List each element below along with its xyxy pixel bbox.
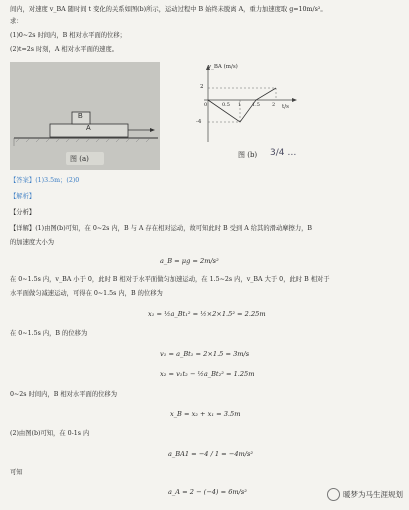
wechat-logo-icon xyxy=(327,488,340,501)
formula-x2: x₂ = v₁t₂ − ½a_Bt₂² = 1.25m xyxy=(160,370,255,378)
figure-b-caption: 图 (b) xyxy=(238,151,258,159)
graph-y-tick: 2 xyxy=(200,84,204,90)
section-heading: 【分析】 xyxy=(10,209,36,216)
graph-x-tick: 0 xyxy=(204,102,208,108)
formula-x1: x₁ = ½a_Bt₁² = ½×2×1.5² = 2.25m xyxy=(148,310,266,318)
analysis-heading: 【解析】 xyxy=(10,193,36,200)
formula-v1: v₁ = a_Bt₁ = 2×1.5 = 3m/s xyxy=(160,350,250,358)
formula-aba: a_BA1 = −4 / 1 = −4m/s² xyxy=(168,450,254,458)
formula-aa: a_A = 2 − (−4) = 6m/s² xyxy=(168,488,247,496)
handwritten-note: 3/4 … xyxy=(270,148,297,158)
solution-text: 可知 xyxy=(10,469,23,476)
figure-a-photo xyxy=(10,62,160,170)
figure-a-caption: 图 (a) xyxy=(70,155,89,163)
block-a-label: A xyxy=(86,125,91,132)
problem-text-line: 间内，对速度 v_BA 随时间 t 变化的关系如图(b)所示，运动过程中 B 始终未脱离 A，重力加速度取 g=10m/s²。 xyxy=(10,6,327,13)
formula-acceleration-b: a_B = μg = 2m/s² xyxy=(160,257,219,265)
solution-text: 【详解】(1)由图(b)可知，在 0~2s 内，B 与 A 存在相对运动，故可知此时 B 受到 A 给其的滑动摩擦力，B xyxy=(10,225,313,232)
graph-x-tick: 1 xyxy=(238,102,242,108)
solution-text: 在 0~1.5s 内，B 的位移为 xyxy=(10,330,88,337)
graph-x-label: t/s xyxy=(282,104,289,110)
solution-text: 水平面做匀减速运动，可得在 0~1.5s 内，B 的位移为 xyxy=(10,290,163,297)
answer-line: 【答案】(1)3.5m；(2)0 xyxy=(10,177,80,184)
watermark-text: 暖梦为马生涯规划 xyxy=(343,490,403,499)
problem-text-line: 求： xyxy=(10,18,23,25)
solution-text: (2)由图(b)可知，在 0-1s 内 xyxy=(10,430,90,437)
watermark xyxy=(327,488,403,501)
graph-y-label: v_BA (m/s) xyxy=(208,64,238,70)
graph-y-tick: -4 xyxy=(196,119,202,125)
solution-text: 在 0~1.5s 内，v_BA 小于 0，此时 B 相对于水平面做匀加速运动，在 1.5~2s 内，v_BA 大于 0，此时 B 相对于 xyxy=(10,276,330,283)
question-2: (2)t=2s 时刻，A 相对水平面的速度。 xyxy=(10,46,119,53)
solution-text: 0~2s 时间内，B 相对水平面的位移为 xyxy=(10,391,118,398)
formula-xb: x_B = x₂ + x₁ = 3.5m xyxy=(170,410,241,418)
solution-text: 的加速度大小为 xyxy=(10,239,55,246)
graph-x-tick: 0.5 xyxy=(222,102,230,108)
graph-x-tick: 1.5 xyxy=(252,102,260,108)
block-b-label: B xyxy=(78,113,83,120)
question-1: (1)0~2s 时间内，B 相对水平面的位移； xyxy=(10,32,126,39)
graph-x-tick: 2 xyxy=(272,102,276,108)
